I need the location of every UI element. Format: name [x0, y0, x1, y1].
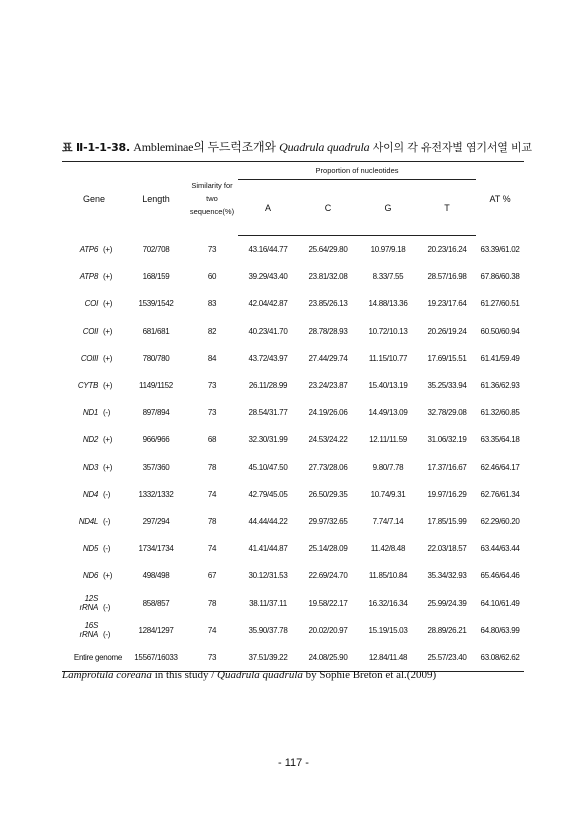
gene-strand: (+) — [103, 353, 113, 363]
cell-similarity: 84 — [207, 353, 217, 363]
header-similarity-line3: sequence(%) — [189, 207, 235, 217]
gene-name: ND4 — [82, 489, 98, 499]
cell-similarity: 82 — [207, 326, 217, 336]
header-t: T — [418, 180, 476, 236]
header-at: AT % — [489, 193, 511, 204]
cell-a: 43.16/44.77 — [248, 245, 288, 255]
cell-c: 24.08/25.90 — [308, 652, 348, 662]
cell-length: 498/498 — [142, 571, 170, 581]
gene-name: ND2 — [82, 435, 98, 445]
cell-gene — [62, 508, 126, 535]
cell-similarity: 74 — [207, 625, 217, 635]
cell-g: 12.84/11.48 — [368, 652, 408, 662]
cell-t: 25.57/23.40 — [427, 652, 467, 662]
header-proportion: Proportion of nucleotides — [238, 162, 476, 180]
table-row — [62, 589, 524, 616]
cell-similarity: 68 — [207, 435, 217, 445]
cell-t: 19.97/16.29 — [427, 489, 467, 499]
cell-a: 39.29/43.40 — [248, 272, 288, 282]
cell-length: 1149/1152 — [139, 381, 173, 391]
cell-t: 35.25/33.94 — [427, 381, 467, 391]
cell-at: 61.32/60.85 — [480, 408, 520, 418]
cell-t: 17.37/16.67 — [427, 462, 467, 472]
cell-t: 25.99/24.39 — [427, 598, 467, 608]
cell-at: 60.50/60.94 — [480, 326, 520, 336]
cell-length: 858/857 — [142, 598, 170, 608]
cell-t: 22.03/18.57 — [427, 544, 467, 554]
gene-name: COI — [84, 299, 98, 309]
cell-a: 43.72/43.97 — [248, 353, 288, 363]
cell-a: 44.44/44.22 — [248, 516, 288, 526]
cell-c: 26.50/29.35 — [308, 489, 348, 499]
gene-strand: (-) — [103, 603, 111, 613]
gene-strand: (-) — [103, 489, 111, 499]
cell-t: 20.26/19.24 — [427, 326, 467, 336]
cell-g: 9.80/7.78 — [372, 462, 404, 472]
footnote-text-1: in this study / — [154, 669, 215, 681]
table-row — [62, 236, 524, 264]
cell-c: 19.58/22.17 — [308, 598, 348, 608]
footnote-species-2: Quadrula quadrula — [217, 669, 303, 681]
cell-g: 11.85/10.84 — [368, 571, 408, 581]
cell-at: 61.27/60.51 — [480, 299, 520, 309]
cell-c: 28.78/28.93 — [308, 326, 348, 336]
cell-a: 26.11/28.99 — [248, 381, 288, 391]
nucleotide-comparison-table — [62, 161, 524, 672]
cell-length: 357/360 — [142, 462, 170, 472]
gene-name: ATP8 — [79, 272, 98, 282]
table-row — [62, 454, 524, 481]
cell-t: 35.34/32.93 — [427, 571, 467, 581]
caption-species: Quadrula quadrula — [279, 140, 370, 154]
gene-strand: (+) — [103, 244, 113, 254]
cell-c: 29.97/32.65 — [308, 516, 348, 526]
cell-a: 32.30/31.99 — [248, 435, 288, 445]
cell-similarity: 78 — [207, 598, 217, 608]
cell-c: 25.14/28.09 — [308, 544, 348, 554]
header-length: Length — [142, 193, 170, 204]
cell-c: 23.85/26.13 — [308, 299, 348, 309]
cell-a: 35.90/37.78 — [248, 625, 288, 635]
cell-similarity: 74 — [207, 489, 217, 499]
cell-c: 24.53/24.22 — [308, 435, 348, 445]
cell-similarity: 67 — [207, 571, 217, 581]
table-row — [62, 535, 524, 562]
gene-strand: (+) — [103, 435, 113, 445]
table-row — [62, 617, 524, 644]
cell-similarity: 83 — [207, 299, 217, 309]
table-row — [62, 345, 524, 372]
cell-similarity: 73 — [207, 408, 217, 418]
cell-at: 63.35/64.18 — [480, 435, 520, 445]
cell-length: 1284/1297 — [138, 625, 174, 635]
cell-at: 64.80/63.99 — [480, 625, 520, 635]
cell-g: 15.19/15.03 — [368, 625, 408, 635]
page-number: - 117 - — [278, 757, 309, 769]
cell-length: 897/894 — [142, 408, 170, 418]
cell-gene — [62, 535, 126, 562]
cell-at: 62.29/60.20 — [480, 516, 520, 526]
table-body — [62, 236, 524, 672]
gene-name: ND5 — [82, 544, 98, 554]
gene-strand: (+) — [103, 326, 113, 336]
cell-a: 38.11/37.11 — [249, 598, 287, 608]
cell-length: 966/966 — [142, 435, 170, 445]
cell-at: 61.41/59.49 — [480, 353, 520, 363]
cell-gene — [62, 562, 126, 589]
cell-length: 1539/1542 — [138, 299, 174, 309]
cell-t: 19.23/17.64 — [427, 299, 467, 309]
table-row — [62, 290, 524, 317]
cell-at: 62.76/61.34 — [480, 489, 520, 499]
gene-strand: (+) — [103, 299, 113, 309]
table-row — [62, 426, 524, 453]
cell-c: 23.24/23.87 — [308, 381, 348, 391]
cell-c: 23.81/32.08 — [308, 272, 348, 282]
header-g: G — [358, 180, 418, 236]
gene-name: COII — [82, 326, 98, 336]
cell-a: 41.41/44.87 — [248, 544, 288, 554]
cell-at: 63.44/63.44 — [480, 544, 520, 554]
cell-gene — [62, 399, 126, 426]
table-row — [62, 318, 524, 345]
cell-similarity: 73 — [207, 244, 217, 254]
cell-at: 63.39/61.02 — [480, 244, 520, 254]
header-similarity-line1: Similarity for — [191, 181, 233, 191]
cell-g: 10.97/9.18 — [370, 245, 406, 255]
header-c: C — [298, 180, 358, 236]
table-row — [62, 644, 524, 672]
cell-g: 16.32/16.34 — [368, 598, 408, 608]
cell-length: 1734/1734 — [138, 544, 174, 554]
cell-at: 65.46/64.46 — [480, 571, 520, 581]
cell-length: 702/708 — [142, 244, 170, 254]
cell-gene — [62, 481, 126, 508]
cell-c: 22.69/24.70 — [308, 571, 348, 581]
cell-g: 7.74/7.14 — [372, 516, 404, 526]
cell-c: 27.73/28.06 — [308, 462, 348, 472]
gene-strand: (+) — [103, 571, 113, 581]
table-row — [62, 372, 524, 399]
cell-a: 45.10/47.50 — [248, 462, 288, 472]
footnote-text-2: by Sophie Breton et al.(2009) — [305, 669, 437, 681]
cell-gene — [62, 318, 126, 345]
cell-gene — [62, 236, 126, 264]
table-label: 표 Ⅱ-1-1-38. — [62, 141, 130, 154]
cell-g: 14.88/13.36 — [368, 299, 408, 309]
cell-at: 64.10/61.49 — [480, 598, 520, 608]
cell-similarity: 73 — [207, 652, 217, 662]
table-row — [62, 399, 524, 426]
cell-g: 10.74/9.31 — [370, 489, 406, 499]
cell-gene — [62, 617, 126, 644]
gene-strand: (-) — [103, 516, 111, 526]
cell-at: 63.08/62.62 — [480, 652, 520, 662]
cell-gene — [62, 290, 126, 317]
table-row — [62, 508, 524, 535]
cell-similarity: 78 — [207, 462, 217, 472]
cell-similarity: 73 — [207, 381, 217, 391]
cell-g: 12.11/11.59 — [369, 435, 407, 445]
cell-t: 32.78/29.08 — [427, 408, 467, 418]
gene-strand: (+) — [103, 462, 113, 472]
gene-name: 16S rRNA — [79, 621, 98, 640]
cell-at: 67.86/60.38 — [480, 272, 520, 282]
cell-gene — [62, 345, 126, 372]
gene-name: ND1 — [82, 408, 98, 418]
header-similarity — [186, 162, 238, 236]
cell-a: 28.54/31.77 — [248, 408, 288, 418]
caption-text-1: Ambleminae의 두드럭조개와 — [133, 140, 276, 154]
gene-name: ND4L — [78, 516, 98, 526]
cell-g: 10.72/10.13 — [368, 326, 408, 336]
table-caption — [62, 138, 532, 155]
header-similarity-line2: two — [206, 194, 218, 204]
cell-a: 30.12/31.53 — [248, 571, 288, 581]
cell-a: 42.04/42.87 — [248, 299, 288, 309]
gene-name: COIII — [80, 353, 98, 363]
cell-gene — [62, 454, 126, 481]
cell-c: 27.44/29.74 — [308, 353, 348, 363]
cell-g: 8.33/7.55 — [372, 272, 404, 282]
gene-strand: (-) — [103, 408, 111, 418]
cell-t: 17.69/15.51 — [427, 353, 467, 363]
gene-strand: (-) — [103, 630, 111, 640]
table-row — [62, 263, 524, 290]
cell-t: 17.85/15.99 — [427, 516, 467, 526]
cell-a: 37.51/39.22 — [248, 652, 288, 662]
cell-length: 168/159 — [142, 272, 170, 282]
cell-gene — [62, 589, 126, 616]
cell-g: 11.42/8.48 — [370, 544, 406, 554]
table-row — [62, 562, 524, 589]
cell-a: 42.79/45.05 — [248, 489, 288, 499]
gene-name: ND3 — [82, 462, 98, 472]
cell-t: 31.06/32.19 — [427, 435, 467, 445]
cell-t: 20.23/16.24 — [427, 245, 467, 255]
cell-c: 25.64/29.80 — [308, 245, 348, 255]
cell-g: 15.40/13.19 — [368, 381, 408, 391]
cell-at: 61.36/62.93 — [480, 381, 520, 391]
cell-c: 20.02/20.97 — [308, 625, 348, 635]
cell-length: 297/294 — [142, 516, 170, 526]
gene-name: Entire genome — [73, 652, 123, 662]
cell-g: 11.15/10.77 — [368, 353, 408, 363]
cell-gene — [62, 263, 126, 290]
table-row — [62, 481, 524, 508]
gene-strand: (+) — [103, 381, 113, 391]
cell-t: 28.89/26.21 — [427, 625, 467, 635]
cell-a: 40.23/41.70 — [248, 326, 288, 336]
header-a: A — [238, 180, 298, 236]
cell-t: 28.57/16.98 — [427, 272, 467, 282]
cell-length: 681/681 — [142, 326, 170, 336]
gene-name: ATP6 — [79, 244, 98, 254]
cell-length: 15567/16033 — [134, 652, 178, 662]
cell-similarity: 74 — [207, 544, 217, 554]
gene-name: ND6 — [82, 571, 98, 581]
cell-gene — [62, 372, 126, 399]
cell-at: 62.46/64.17 — [480, 462, 520, 472]
cell-gene — [62, 644, 126, 672]
gene-strand: (-) — [103, 544, 111, 554]
cell-length: 780/780 — [142, 353, 170, 363]
footnote-species-1: Lamprotula coreana — [62, 669, 152, 681]
cell-g: 14.49/13.09 — [368, 408, 408, 418]
cell-similarity: 78 — [207, 516, 217, 526]
caption-text-2: 사이의 각 유전자별 염기서열 비교 — [372, 141, 532, 154]
gene-strand: (+) — [103, 272, 113, 282]
header-gene: Gene — [82, 193, 106, 204]
gene-name: CYTB — [77, 381, 98, 391]
cell-c: 24.19/26.06 — [308, 408, 348, 418]
cell-length: 1332/1332 — [138, 489, 174, 499]
cell-similarity: 60 — [207, 272, 217, 282]
cell-gene — [62, 426, 126, 453]
table-footnote — [62, 669, 436, 681]
gene-name: 12S rRNA — [79, 594, 98, 613]
